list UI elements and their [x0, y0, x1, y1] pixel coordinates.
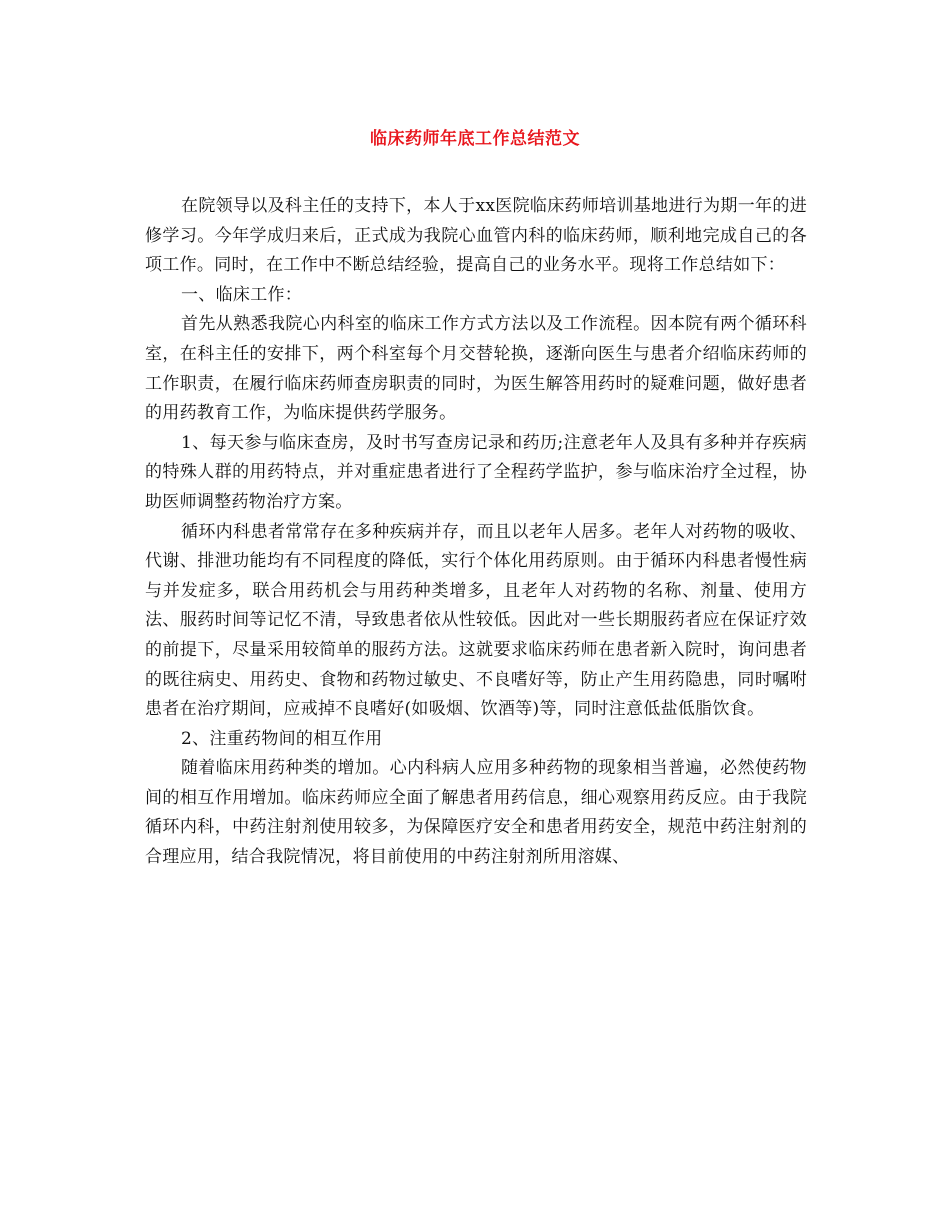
paragraph-intro: 在院领导以及科主任的支持下，本人于xx医院临床药师培训基地进行为期一年的进修学习。今年学成归来后，正式成为我院心血管内科的临床药师，顺利地完成自己的各项工作。同时，在工作中不断总结经验，提高自己的业务水平。现将工作总结如下： — [145, 196, 807, 276]
document-body — [145, 192, 807, 873]
paragraph-item-2-heading: 2、注重药物间的相互作用 — [181, 728, 383, 749]
section-heading-clinical-work: 一、临床工作： — [181, 284, 303, 305]
paragraph-item-1-rounds: 1、每天参与临床查房，及时书写查房记录和药历;注意老年人及具有多种并存疾病的特殊人群的用药特点，并对重症患者进行了全程药学监护，参与临床治疗全过程，协助医师调整药物治疗方案。 — [145, 432, 807, 512]
paragraph-clinical-workflow: 首先从熟悉我院心内科室的临床工作方式方法以及工作流程。因本院有两个循环科室，在科主任的安排下，两个科室每个月交替轮换，逐渐向医生与患者介绍临床药师的工作职责，在履行临床药师查房职责的同时，为医生解答用药时的疑难问题，做好患者的用药教育工作，为临床提供药学服务。 — [145, 314, 807, 424]
paragraph-elderly-patients: 循环内科患者常常存在多种疾病并存，而且以老年人居多。老年人对药物的吸收、代谢、排泄功能均有不同程度的降低，实行个体化用药原则。由于循环内科患者慢性病与并发症多，联合用药机会与用药种类增多，且老年人对药物的名称、剂量、使用方法、服药时间等记忆不清，导致患者依从性较低。因此对一些长期服药者应在保证疗效的前提下，尽量采用较简单的服药方法。这就要求临床药师在患者新入院时，询问患者的既往病史、用药史、食物和药物过敏史、不良嗜好等，防止产生用药隐患，同时嘱咐患者在治疗期间，应戒掉不良嗜好(如吸烟、饮酒等)等，同时注意低盐低脂饮食。 — [145, 521, 807, 720]
paragraph-drug-interactions: 随着临床用药种类的增加。心内科病人应用多种药物的现象相当普遍，必然使药物间的相互作用增加。临床药师应全面了解患者用药信息，细心观察用药反应。由于我院循环内科，中药注射剂使用较多，为保障医疗安全和患者用药安全，规范中药注射剂的合理应用，结合我院情况，将目前使用的中药注射剂所用溶媒、 — [145, 758, 807, 868]
document-title: 临床药师年底工作总结范文 — [370, 129, 580, 149]
